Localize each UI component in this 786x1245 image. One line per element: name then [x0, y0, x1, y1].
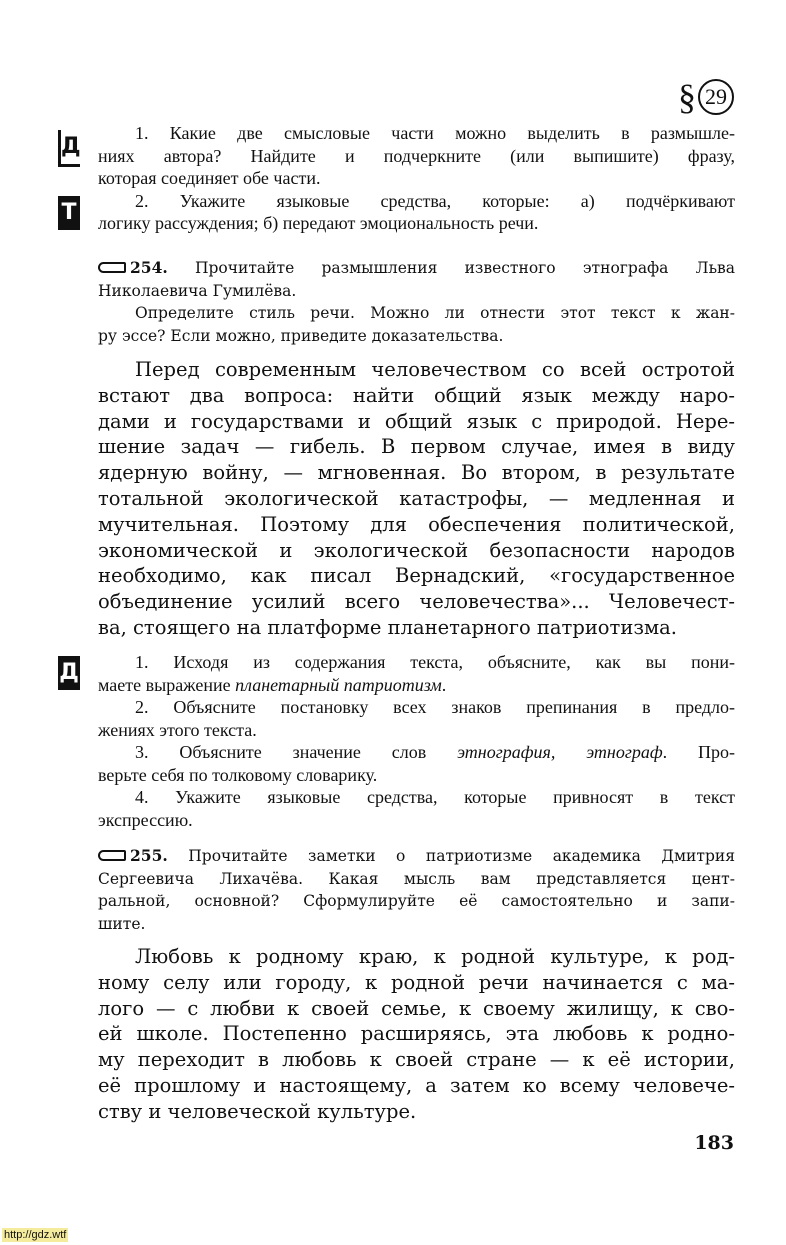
- exercise-254: [98, 257, 735, 347]
- text-line: Сергеевича Лихачёва. Какая мысль вам представляется цент-: [98, 869, 735, 888]
- text-line: Любовь к родному краю, к родной культуре, к род-: [135, 945, 735, 968]
- text-line: [98, 257, 735, 280]
- text-line: дами и государствами и общий язык с природой. Нере-: [98, 409, 735, 433]
- exercise-255: [98, 845, 735, 935]
- task-marker-d-icon: Д: [58, 130, 80, 167]
- text-line: жениях этого текста.: [98, 719, 257, 740]
- exercise-number: 255.: [130, 846, 168, 865]
- pencil-icon: [98, 262, 126, 273]
- text-line: мучительная. Поэтому для обеспечения политической,: [98, 512, 735, 536]
- text-line: [98, 741, 735, 764]
- text-line: 2. Объясните постановку всех знаков препинания в предло-: [135, 697, 735, 717]
- text-segment: Прочитайте заметки о патриотизме академика Дмитрия: [167, 847, 735, 865]
- text-segment: .: [441, 674, 447, 695]
- text-line: экспрессию.: [98, 809, 193, 830]
- text-line: Определите стиль речи. Можно ли отнести этот текст к жан-: [135, 304, 735, 322]
- text-line: 4. Укажите языковые средства, которые привносят в текст: [135, 787, 735, 807]
- text-line: необходимо, как писал Вернадский, «государственное: [98, 564, 735, 588]
- text-line: ному селу или городу, к родной речи начинается с ма-: [98, 970, 735, 994]
- text-line: ству и человеческой культуре.: [98, 1099, 417, 1123]
- text-line: лого — с любви к своей семье, к своему жилищу, к сво-: [98, 996, 735, 1020]
- text-line: 1. Исходя из содержания текста, объясните, как вы пони-: [135, 652, 735, 672]
- tasks-a: [98, 122, 735, 235]
- tasks-b: [98, 651, 735, 831]
- text-segment: маете выражение: [98, 674, 236, 695]
- text-line: верьте себя по толковому словарику.: [98, 764, 378, 785]
- watermark-link[interactable]: http://gdz.wtf: [4, 1229, 67, 1241]
- section-sign: §: [678, 77, 696, 117]
- text-line: ральной, основной? Сформулируйте её самостоятельно и запи-: [98, 892, 735, 910]
- text-line: шите.: [98, 914, 146, 933]
- task-marker-t-icon: Т: [58, 196, 80, 230]
- text-line: [98, 674, 735, 697]
- page-number: 183: [694, 1132, 734, 1154]
- exercise-number: 254.: [130, 258, 168, 277]
- text-line: её прошлому и настоящему, а затем ко всему человече-: [98, 1073, 735, 1097]
- text-line: 2. Укажите языковые средства, которые: а) подчёркивают: [135, 190, 735, 211]
- text-line: Перед современным человечеством со всей остротой: [135, 358, 735, 381]
- text-line: встают два вопроса: найти общий язык между наро-: [98, 383, 735, 407]
- italic-term: этнография, этнограф: [457, 742, 663, 762]
- text-line: шение задач — гибель. В первом случае, имея в виду: [98, 435, 735, 459]
- section-circle: 29: [698, 79, 734, 115]
- text-line: которая соединяет обе части.: [98, 168, 321, 188]
- text-likhachev: [98, 944, 735, 1125]
- text-line: [98, 845, 735, 868]
- text-line: му переходит в любовь к своей стране — к её истории,: [98, 1048, 735, 1072]
- text-line: ей школе. Постепенно расширяясь, эта любовь к родно-: [98, 1022, 735, 1046]
- text-line: 1. Какие две смысловые части можно выделить в размышле-: [135, 123, 735, 143]
- text-line: Николаевича Гумилёва.: [98, 281, 297, 300]
- text-line: экономической и экологической безопасности народов: [98, 538, 735, 562]
- text-segment: . Про-: [662, 742, 735, 762]
- text-line: логику рассуждения; б) передают эмоциональность речи.: [98, 213, 539, 233]
- text-segment: 3. Объясните значение слов: [135, 742, 458, 762]
- text-line: объединение усилий всего человечества»... Человечест-: [98, 590, 735, 614]
- text-segment: Прочитайте размышления известного этнографа Льва: [167, 259, 735, 277]
- section-number: [678, 76, 734, 118]
- text-line: ниях автора? Найдите и подчеркните (или выпишите) фразу,: [98, 145, 735, 166]
- text-line: тотальной экологической катастрофы, — медленная и: [98, 486, 735, 510]
- text-line: ва, стоящего на платформе планетарного патриотизма.: [98, 615, 677, 639]
- text-line: ру эссе? Если можно, приведите доказательства.: [98, 326, 504, 345]
- pencil-icon: [98, 850, 126, 861]
- text-gumilev: [98, 357, 735, 641]
- italic-term: планетарный патриотизм: [235, 674, 442, 695]
- task-marker-d-icon: Д: [58, 656, 80, 690]
- text-line: ядерную войну, — мгновенная. Во втором, в результате: [98, 461, 735, 485]
